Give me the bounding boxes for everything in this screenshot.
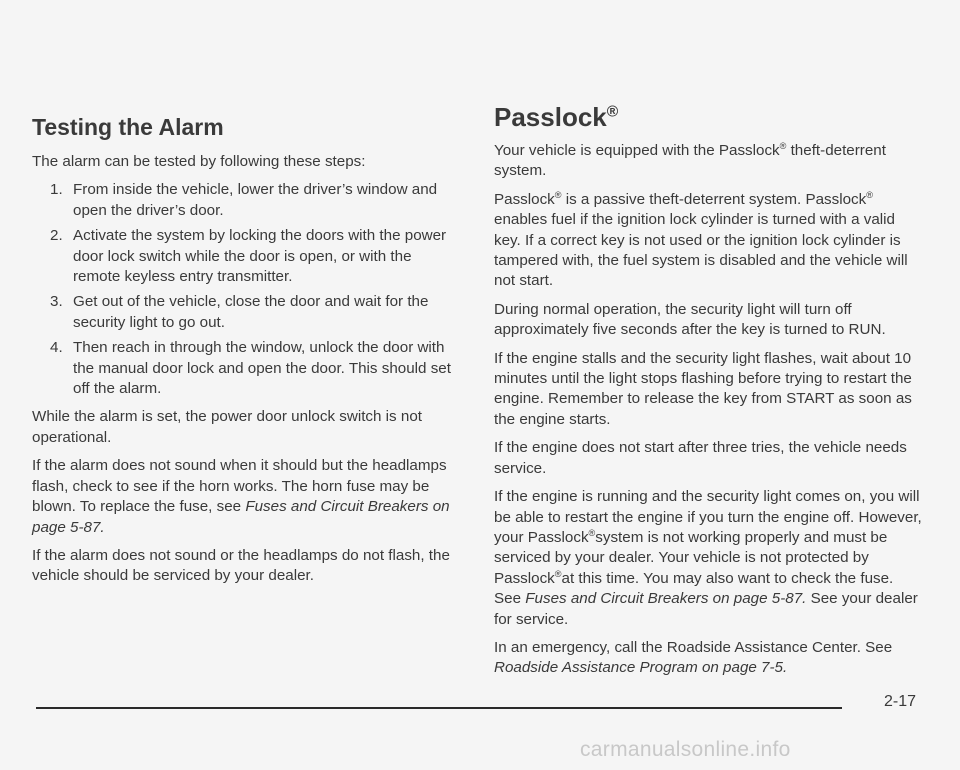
steps-list	[32, 180, 462, 399]
paragraph-alarm-set: While the alarm is set, the power door unlock switch is not operational.	[32, 408, 422, 446]
step-number: 2.	[50, 227, 63, 245]
paragraph-text: theft-deterrent system.	[494, 142, 886, 180]
right-column	[494, 102, 924, 687]
paragraph-text: Passlock	[494, 190, 555, 208]
paragraph-text: If the engine is running and the security light comes on, you will be able to restart the engine if you turn the engine off. However, your Passlock	[494, 488, 922, 546]
footer-rule	[36, 707, 842, 709]
step-number: 3.	[50, 293, 63, 311]
registered-mark: ®	[866, 189, 873, 200]
left-column	[32, 112, 462, 595]
intro-paragraph: The alarm can be tested by following these steps:	[32, 153, 366, 170]
list-item	[32, 226, 462, 287]
step-number: 4.	[50, 339, 63, 357]
paragraph-passive-system	[494, 190, 924, 292]
fuses-reference: Fuses and Circuit Breakers on page 5-87.	[525, 590, 807, 608]
watermark-text: carmanualsonline.info	[580, 738, 791, 761]
roadside-reference: Roadside Assistance Program on page 7-5.	[494, 659, 788, 677]
paragraph-normal-operation: During normal operation, the security light will turn off approximately five seconds after the key is turned to RUN.	[494, 300, 886, 339]
paragraph-text: In an emergency, call the Roadside Assistance Center. See	[494, 638, 893, 656]
section-title-passlock	[494, 102, 924, 133]
registered-mark: ®	[554, 189, 562, 200]
registered-mark: ®	[554, 568, 562, 579]
paragraph-text: Your vehicle is equipped with the Passlock	[494, 142, 780, 159]
paragraph-emergency	[494, 638, 924, 679]
step-number: 1.	[50, 181, 63, 199]
list-item	[32, 180, 462, 221]
fuses-reference: Fuses and Circuit Breakers on page 5-87.	[32, 498, 450, 536]
step-text: Activate the system by locking the doors with the power door lock switch while the door is open, or with the remote keyless entry transmitter.	[73, 227, 447, 286]
paragraph-three-tries: If the engine does not start after three tries, the vehicle needs service.	[494, 439, 907, 477]
paragraph-text: If the alarm does not sound when it should but the headlamps flash, check to see if the horn works. The horn fuse may be blown. To replace the fuse, see	[32, 457, 447, 516]
paragraph-horn-fuse	[32, 456, 462, 538]
list-item	[32, 338, 462, 399]
paragraph-engine-stalls: If the engine stalls and the security light flashes, wait about 10 minutes until the light stops flashing before trying to restart the engine. Remember to release the key from START as soon as the engine starts.	[494, 349, 912, 428]
paragraph-dealer-service: If the alarm does not sound or the headlamps do not flash, the vehicle should be serviced by your dealer.	[32, 546, 450, 585]
paragraph-text: is a passive theft-deterrent system. Passlock	[561, 190, 867, 208]
paragraph-text: See your dealer for service.	[494, 590, 918, 628]
step-text: Get out of the vehicle, close the door and wait for the security light to go out.	[73, 293, 429, 331]
title-text: Passlock	[494, 102, 607, 132]
registered-mark: ®	[779, 140, 787, 151]
paragraph-text: system is not working properly and must be serviced by your dealer. Your vehicle is not protected by Passlock	[494, 528, 888, 587]
list-item	[32, 292, 462, 333]
step-text: Then reach in through the window, unlock the door with the manual door lock and open the door. This should set off the alarm.	[73, 339, 451, 398]
registered-mark: ®	[606, 103, 619, 121]
page-number: 2-17	[884, 693, 917, 710]
paragraph-security-light	[494, 487, 924, 630]
section-title-testing-alarm: Testing the Alarm	[32, 114, 224, 140]
paragraph-text: enables fuel if the ignition lock cylinder is turned with a valid key. If a correct key is not used or the ignition lock cylinder is tampered with, the fuel system is disabled and the vehicle will not start.	[494, 211, 908, 290]
registered-mark: ®	[588, 527, 596, 538]
paragraph-text: at this time. You may also want to check the fuse. See	[494, 569, 894, 608]
paragraph-equipped	[494, 141, 924, 182]
step-text: From inside the vehicle, lower the driver’s window and open the driver’s door.	[73, 181, 438, 219]
